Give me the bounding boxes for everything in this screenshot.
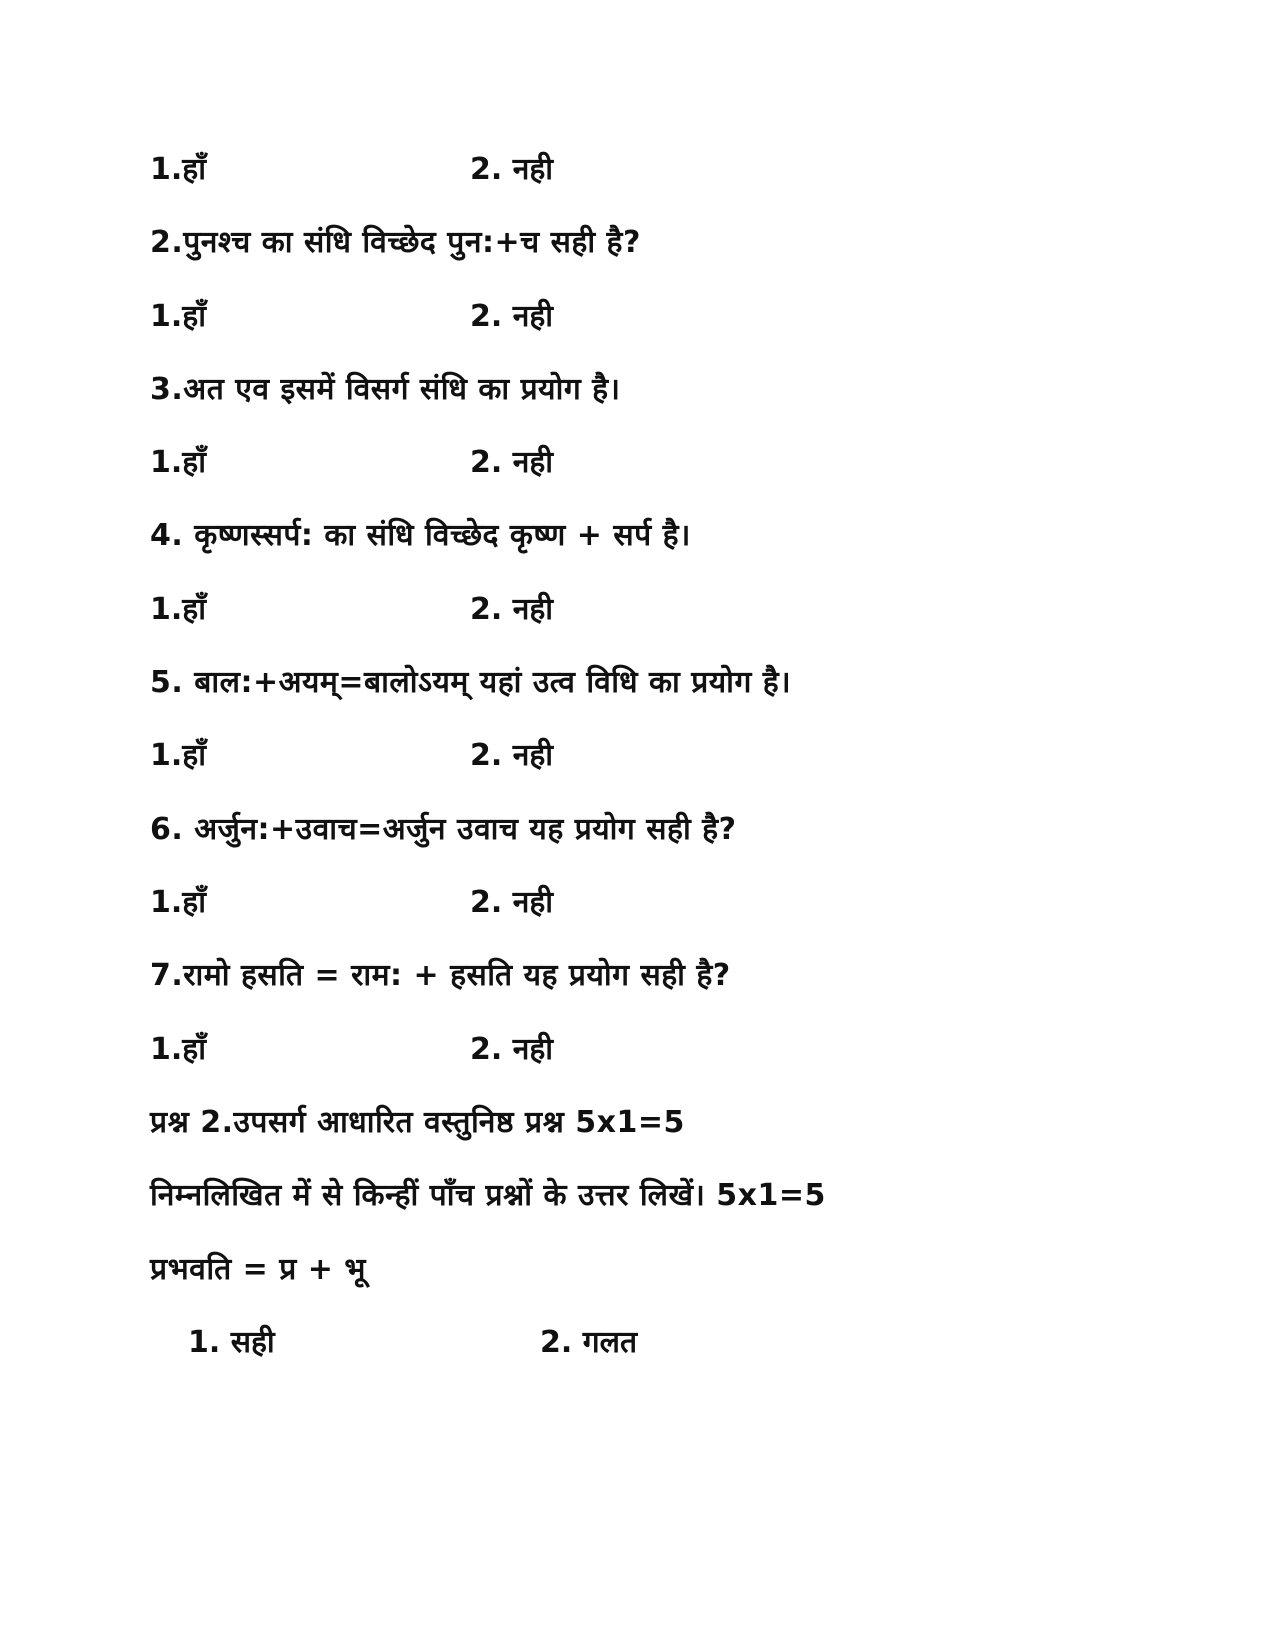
question-5: 5. बाल:+अयम्=बालोऽयम् यहां उत्व विधि का प्रयोग है। (150, 665, 792, 700)
option-no: 2. नही (470, 299, 554, 334)
option-yes: 1.हाँ (150, 299, 206, 334)
option-yes: 1.हाँ (150, 592, 206, 627)
option-no: 2. नही (470, 738, 554, 773)
option-yes: 1.हाँ (150, 152, 206, 187)
question-2: 2.पुनश्च का संधि विच्छेद पुन:+च सही है? (150, 225, 641, 260)
option-no: 2. नही (470, 445, 554, 480)
option-no: 2. नही (470, 592, 554, 627)
option-no: 2. नही (470, 1032, 554, 1067)
option-no: 2. नही (470, 885, 554, 920)
section-instruction: निम्नलिखित में से किन्हीं पाँच प्रश्नों के उत्तर लिखें। 5x1=5 (150, 1178, 826, 1213)
option-yes: 1.हाँ (150, 1032, 206, 1067)
option-yes: 1.हाँ (150, 738, 206, 773)
option-false: 2. गलत (540, 1325, 638, 1360)
section-heading: प्रश्न 2.उपसर्ग आधारित वस्तुनिष्ठ प्रश्न 5x1=5 (150, 1105, 685, 1140)
option-true: 1. सही (188, 1325, 275, 1360)
question-3: 3.अत एव इसमें विसर्ग संधि का प्रयोग है। (150, 372, 621, 407)
option-yes: 1.हाँ (150, 885, 206, 920)
question-7: 7.रामो हसति = राम: + हसति यह प्रयोग सही है? (150, 958, 731, 993)
option-no: 2. नही (470, 152, 554, 187)
question-4: 4. कृष्णस्सर्प: का संधि विच्छेद कृष्ण + सर्प है। (150, 518, 691, 553)
question-6: 6. अर्जुन:+उवाच=अर्जुन उवाच यह प्रयोग सही है? (150, 812, 737, 847)
upsarg-question: प्रभवति = प्र + भू (150, 1252, 366, 1287)
option-yes: 1.हाँ (150, 445, 206, 480)
